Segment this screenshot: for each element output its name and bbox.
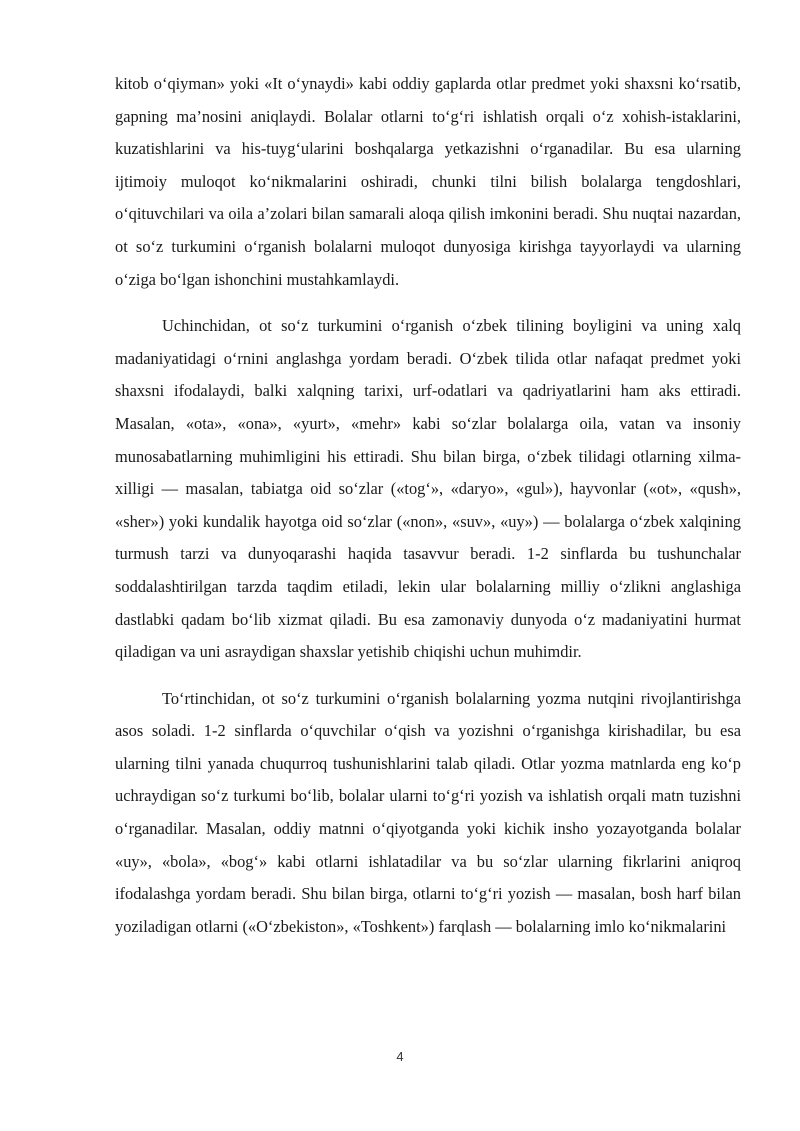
page-number: 4	[396, 1049, 404, 1064]
paragraph-third-point: Uchinchidan, ot so‘z turkumini o‘rganish o‘zbek tilining boyligini va uning xalq madaniyatidagi o‘rnini anglashga yordam beradi. O‘zbek tilida otlar nafaqat predmet yoki shaxsni ifodalaydi, balki xalqning tarixi, urf-odatlari va qadriyatlarini ham aks ettiradi. Masalan, «ota», «ona», «yurt», «mehr» kabi so‘zlar bolalarga oila, vatan va insoniy munosabatlarning muhimligini his ettiradi. Shu bilan birga, o‘zbek tilidagi otlarning xilma-xilligi — masalan, tabiatga oid so‘zlar («tog‘», «daryo», «gul»), hayvonlar («ot», «qush», «sher») yoki kundalik hayotga oid so‘zlar («non», «suv», «uy») — bolalarga o‘zbek xalqining turmush tarzi va dunyoqarashi haqida tasavvur beradi. 1-2 sinflarda bu tushunchalar soddalashtirilgan tarzda taqdim etiladi, lekin ular bolalarning milliy o‘zlikni anglashiga dastlabki qadam bo‘lib xizmat qiladi. Bu esa zamonaviy dunyoda o‘z madaniyatini hurmat qiladigan va uni asraydigan shaxslar yetishib chiqishi uchun muhimdir.	[115, 316, 741, 662]
paragraph-continuation: kitob o‘qiyman» yoki «It o‘ynaydi» kabi oddiy gaplarda otlar predmet yoki shaxsni ko‘rsatib, gapning ma’nosini aniqlaydi. Bolalar otlarni to‘g‘ri ishlatish orqali o‘z xohish-istaklarini, kuzatishlarini va his-tuyg‘ularini boshqalarga yetkazishni o‘rganadilar. Bu esa ularning ijtimoiy muloqot ko‘nikmalarini oshiradi, chunki tilni bilish bolalarga tengdoshlari, o‘qituvchilari va oila a’zolari bilan samarali aloqa qilish imkonini beradi. Shu nuqtai nazardan, ot so‘z turkumini o‘rganish bolalarni muloqot dunyosiga kirishga tayyorlaydi va ularning o‘ziga bo‘lgan ishonchini mustahkamlaydi.	[115, 74, 741, 289]
paragraph-fourth-point: To‘rtinchidan, ot so‘z turkumini o‘rganish bolalarning yozma nutqini rivojlantirishga asos soladi. 1-2 sinflarda o‘quvchilar o‘qish va yozishni o‘rganishga kirishadilar, bu esa ularning tilni yanada chuqurroq tushunishlarini talab qiladi. Otlar yozma matnlarda eng ko‘p uchraydigan so‘z turkumi bo‘lib, bolalar ularni to‘g‘ri yozish va ishlatish orqali matn tuzishni o‘rganadilar. Masalan, oddiy matnni o‘qiyotganda yoki kichik insho yozayotganda bolalar «uy», «bola», «bog‘» kabi otlarni ishlatadilar va bu so‘zlar ularning fikrlarini aniqroq ifodalashga yordam beradi. Shu bilan birga, otlarni to‘g‘ri yozish — masalan, bosh harf bilan yoziladigan otlarni («O‘zbekiston», «Toshkent») farqlash — bolalarning imlo ko‘nikmalarini	[115, 688, 741, 936]
document-page	[115, 68, 741, 943]
